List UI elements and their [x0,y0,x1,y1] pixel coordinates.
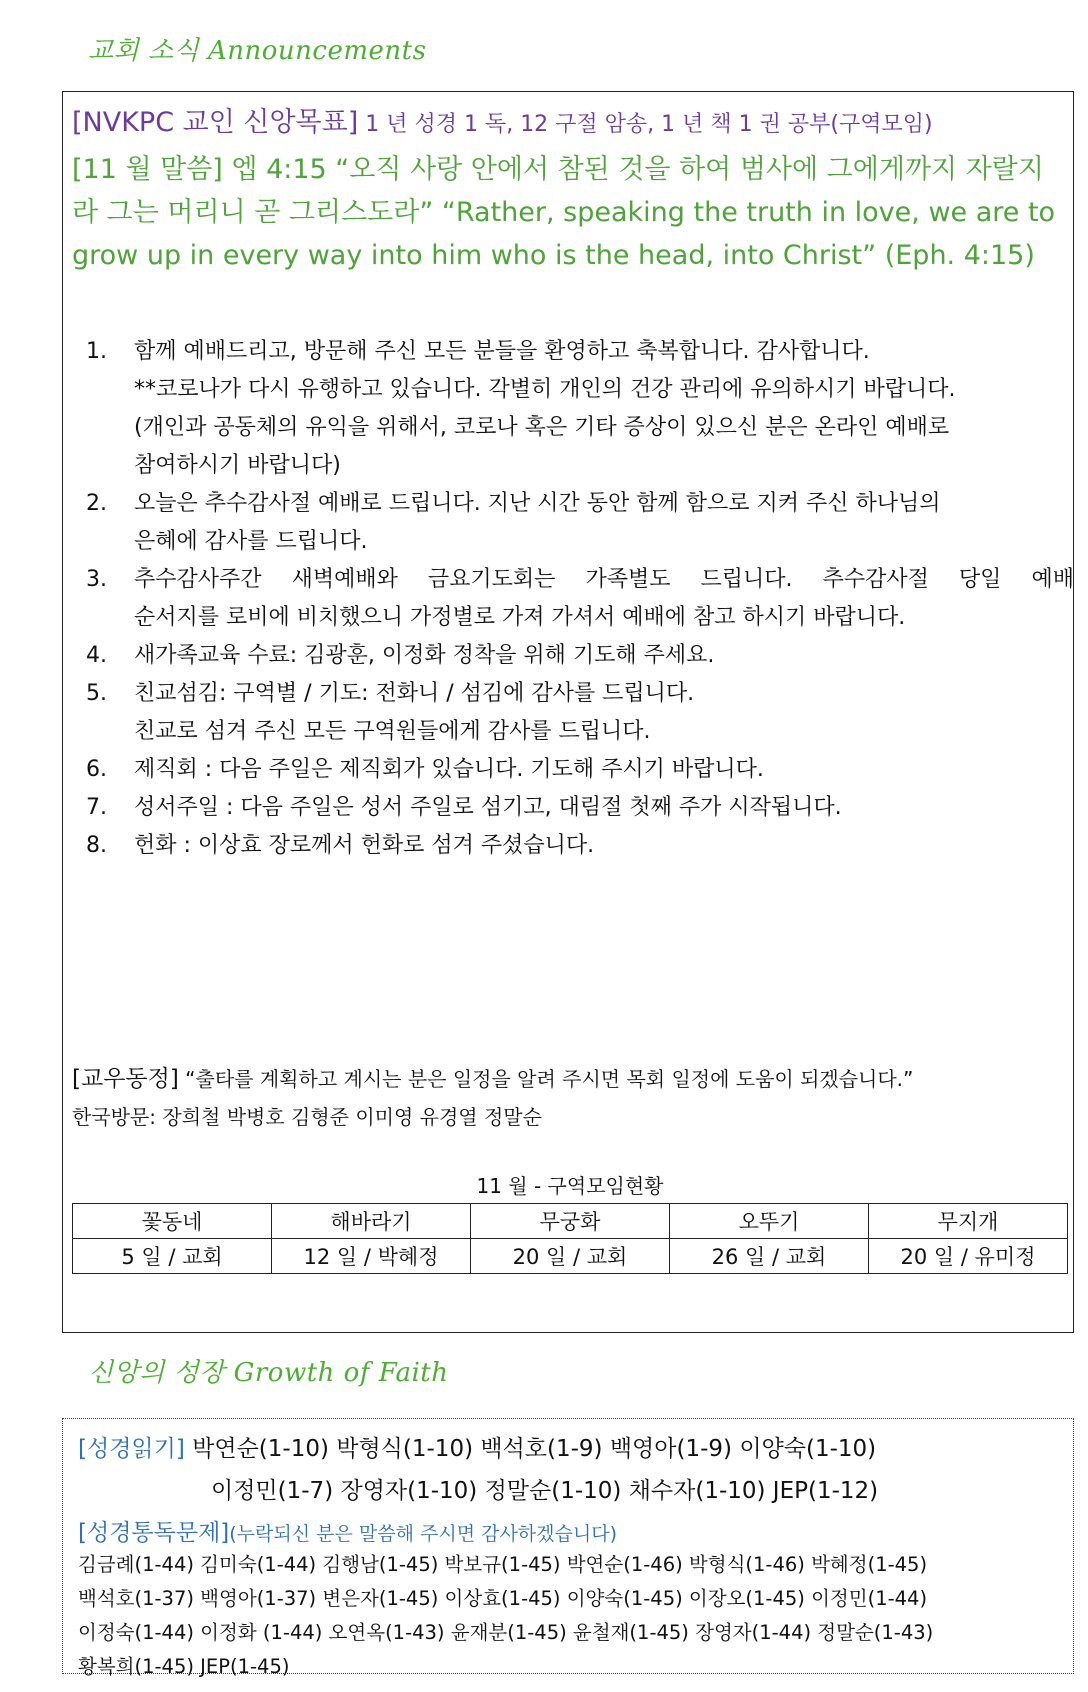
notice-item [74,675,1074,751]
bible-reading-line: 이정민(1-7) 장영자(1-10) 정말순(1-10) 채수자(1-10) JEP(1-12) [211,1478,879,1504]
monthly-verse: [11 월 말씀] 엡 4:15 “오직 사랑 안에서 참된 것을 하여 범사에 그에게까지 자랄지라 그는 머리니 곧 그리스도라” “Rather, speaking the truth in love, we are to grow up in every way into him who is the head, into Christ” (Eph. 4:15) [72,154,1056,271]
bible-quiz-note: (누락되신 분은 말씀해 주시면 감사하겠습니다) [229,1523,617,1545]
notice-line: 친교섬김: 구역별 / 기도: 전화니 / 섬김에 감사를 드립니다. [134,681,695,706]
notice-item [74,561,1074,637]
notice-number: 2. [86,491,107,516]
notice-line: 헌화 : 이상효 장로께서 헌화로 섬겨 주셨습니다. [134,833,595,858]
bible-reading-label: [성경읽기] [78,1436,185,1462]
notice-line: 새가족교육 수료: 김광훈, 이정화 정착을 위해 기도해 주세요. [134,643,715,668]
notice-item [74,485,1074,561]
group-name-cell: 무지개 [869,1204,1068,1239]
notice-item [74,333,1074,485]
notice-number: 4. [86,643,107,668]
faith-goal [72,106,1062,142]
notice-line: 참여하시기 바랍니다) [134,453,341,478]
bible-quiz-line: 백석호(1-37) 백영아(1-37) 변은자(1-45) 이상효(1-45) 이양숙(1-45) 이장오(1-45) 이정민(1-44) [78,1587,928,1610]
notice-line: 추수감사주간 새벽예배와 금요기도회는 가족별도 드립니다. 추수감사절 당일 예배 [134,567,1074,592]
faith-goal-text: 1 년 성경 1 독, 12 구절 암송, 1 년 책 1 권 공부(구역모임) [358,112,933,137]
notice-number: 8. [86,833,107,858]
notice-line: 오늘은 추수감사절 예배로 드립니다. 지난 시간 동안 함께 함으로 지켜 주신 하나님의 [134,491,941,516]
notice-item [74,789,1074,827]
schedule-caption: 11 월 - 구역모임현황 [476,1174,664,1198]
group-meeting-table [72,1203,1068,1274]
growth-heading: 신앙의 성장 Growth of Faith [88,1358,449,1388]
bible-reading-line: 박연순(1-10) 박형식(1-10) 백석호(1-9) 백영아(1-9) 이양숙(1-10) [184,1436,877,1462]
announcements-heading: 교회 소식 Announcements [88,36,427,66]
bible-quiz-line: 이정숙(1-44) 이정화 (1-44) 오연옥(1-43) 윤재분(1-45) 윤철재(1-45) 장영자(1-44) 정말순(1-43) [78,1621,934,1644]
notice-number: 6. [86,757,107,782]
notice-line: 순서지를 로비에 비치했으니 가정별로 가져 가셔서 예배에 참고 하시기 바랍니다. [134,605,906,630]
notice-line: **코로나가 다시 유행하고 있습니다. 각별히 개인의 건강 관리에 유의하시기 바랍니다. [134,377,956,402]
member-news-text: “출타를 계획하고 계시는 분은 일정을 알려 주시면 목회 일정에 도움이 되겠습니다.” [178,1067,914,1091]
table-header-row [73,1204,1068,1239]
member-news-label: [교우동정] [72,1066,179,1092]
korea-visit: 한국방문: 장희철 박병호 김형준 이미영 유경열 정말순 [72,1105,542,1129]
notice-line: (개인과 공동체의 유익을 위해서, 코로나 혹은 기타 증상이 있으신 분은 온라인 예배로 [134,415,950,440]
bible-quiz-heading [78,1514,1068,1547]
notice-item [74,751,1074,789]
notice-number: 5. [86,681,107,706]
notice-list [74,333,1074,865]
member-news [72,1060,1062,1136]
group-detail-cell: 26 일 / 교회 [670,1239,869,1274]
notice-line: 함께 예배드리고, 방문해 주신 모든 분들을 환영하고 축복합니다. 감사합니다. [134,339,870,364]
notice-number: 3. [86,567,107,592]
group-detail-cell: 12 일 / 박혜정 [272,1239,471,1274]
table-row [73,1239,1068,1274]
bible-quiz-line: 김금례(1-44) 김미숙(1-44) 김행남(1-45) 박보규(1-45) 박연순(1-46) 박형식(1-46) 박혜정(1-45) [78,1553,928,1576]
notice-number: 1. [86,339,107,364]
notice-item [74,637,1074,675]
group-detail-cell: 20 일 / 교회 [471,1239,670,1274]
notice-line: 성서주일 : 다음 주일은 성서 주일로 섬기고, 대림절 첫째 주가 시작됩니다. [134,795,842,820]
bible-quiz-label: [성경통독문제] [78,1520,230,1546]
notice-number: 7. [86,795,107,820]
notice-line: 제직회 : 다음 주일은 제직회가 있습니다. 기도해 주시기 바랍니다. [134,757,764,782]
group-name-cell: 꽃동네 [73,1204,272,1239]
group-name-cell: 해바라기 [272,1204,471,1239]
group-name-cell: 무궁화 [471,1204,670,1239]
bible-quiz-line: 황복희(1-45) JEP(1-45) [78,1655,290,1678]
notice-line: 친교로 섬겨 주신 모든 구역원들에게 감사를 드립니다. [134,719,651,744]
group-detail-cell: 20 일 / 유미정 [869,1239,1068,1274]
group-name-cell: 오뚜기 [670,1204,869,1239]
bible-reading [78,1428,1068,1512]
notice-line: 은혜에 감사를 드립니다. [134,529,368,554]
group-detail-cell: 5 일 / 교회 [73,1239,272,1274]
faith-goal-label: [NVKPC 교인 신앙목표] [72,107,359,138]
notice-item [74,827,1074,865]
bible-quiz-list [78,1548,1068,1684]
